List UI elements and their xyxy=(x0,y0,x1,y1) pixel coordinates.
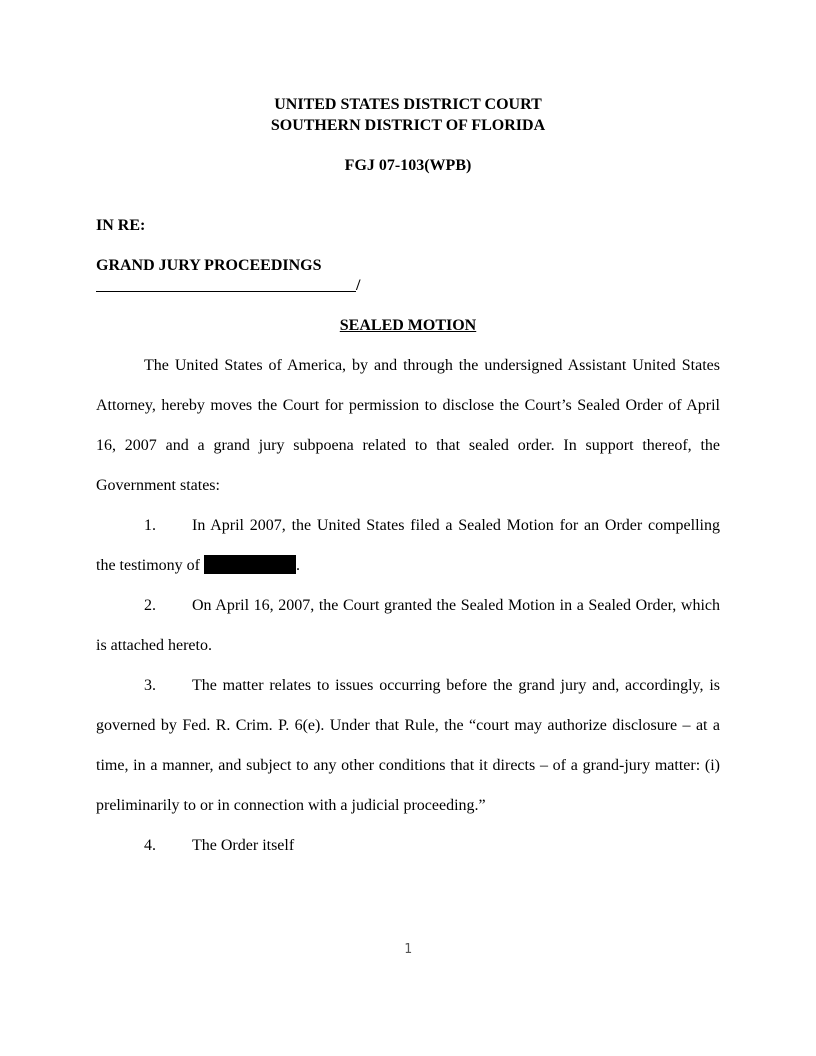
paragraph-text-end: . xyxy=(295,557,300,574)
paragraph-text: In April 2007, the United States filed a Sealed Motion for an Order compelling the testimony of xyxy=(96,517,720,574)
motion-title: SEALED MOTION xyxy=(339,317,477,334)
caption-matter: GRAND JURY PROCEEDINGS xyxy=(96,257,322,274)
paragraph-text: The matter relates to issues occurring before the grand jury and, accordingly, is governed by Fed. R. Crim. P. 6(e). Under that Rule, the “court may authorize disclosure – at a time, in a manner, and subject to any other conditions that it directs – of a grand-jury matter: (i) preliminarily to or in connection with a judicial proceeding.” xyxy=(96,677,720,814)
numbered-paragraph-2 xyxy=(96,586,720,666)
numbered-paragraph-4 xyxy=(96,826,720,866)
numbered-paragraph-3 xyxy=(96,666,720,826)
paragraph-number: 4. xyxy=(144,837,156,854)
case-number: FGJ 07-103(WPB) xyxy=(344,157,472,174)
paragraph-text: The Order itself xyxy=(192,837,295,854)
court-name: UNITED STATES DISTRICT COURT xyxy=(274,96,542,113)
redaction-box xyxy=(204,555,296,574)
caption-underline xyxy=(96,276,356,292)
motion-body xyxy=(96,346,720,866)
caption-rule-slash: / xyxy=(356,277,361,294)
numbered-paragraph-1 xyxy=(96,506,720,586)
page-number: 1 xyxy=(404,942,412,957)
paragraph-number: 1. xyxy=(144,517,156,534)
paragraph-number: 2. xyxy=(144,597,156,614)
paragraph-number: 3. xyxy=(144,677,156,694)
paragraph-text: On April 16, 2007, the Court granted the Sealed Motion in a Sealed Order, which is attached hereto. xyxy=(96,597,720,654)
caption-rule xyxy=(96,275,360,296)
court-district: SOUTHERN DISTRICT OF FLORIDA xyxy=(270,117,546,134)
court-header xyxy=(0,94,816,136)
intro-paragraph: The United States of America, by and through the undersigned Assistant United States Attorney, hereby moves the Court for permission to disclose the Court’s Sealed Order of April 16, 2007 and a grand jury subpoena related to that sealed order. In support thereof, the Government states: xyxy=(96,357,720,494)
caption-in-re: IN RE: xyxy=(96,217,146,234)
